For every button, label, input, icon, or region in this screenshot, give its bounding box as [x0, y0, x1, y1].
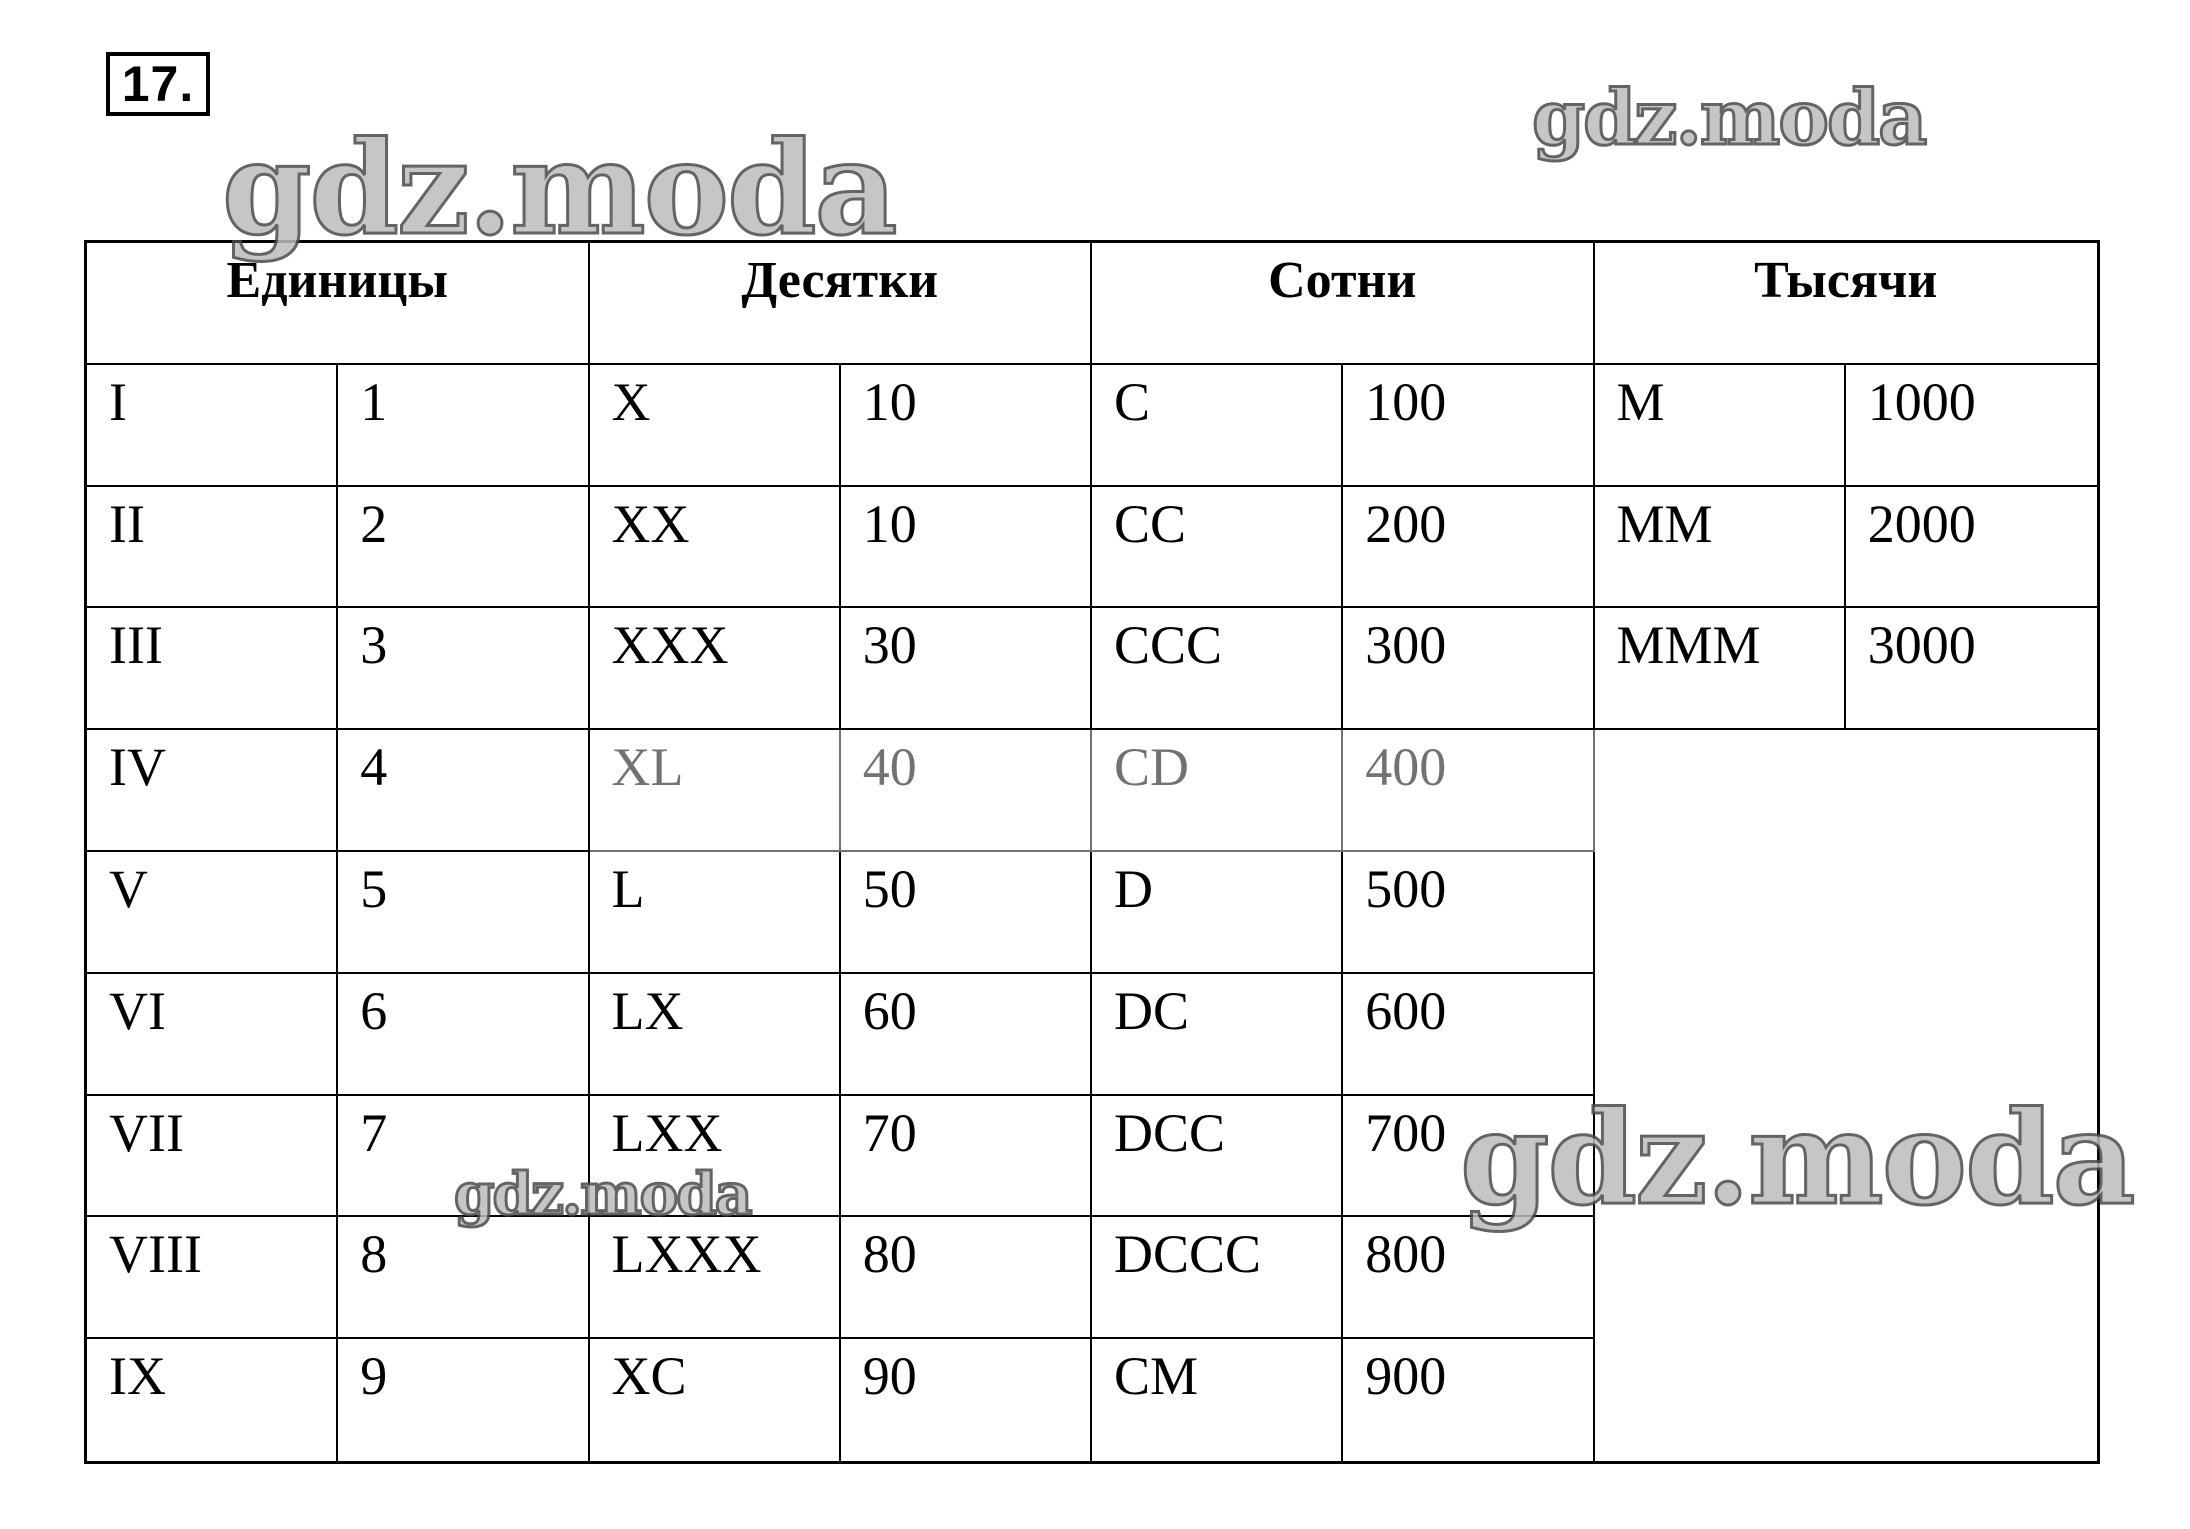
- empty-area: [1595, 730, 2098, 1461]
- units-arabic-cell: 5: [338, 852, 589, 974]
- tens-roman-cell: X: [590, 365, 841, 487]
- hundreds-arabic-cell: 600: [1343, 974, 1594, 1096]
- units-roman-cell: V: [87, 852, 338, 974]
- watermark-logo: gdz.moda: [1460, 1084, 2134, 1234]
- thousands-roman-cell: MM: [1595, 487, 1846, 609]
- header-thousands: Тысячи: [1595, 243, 2098, 365]
- tens-roman-cell: XX: [590, 487, 841, 609]
- units-roman-cell: VII: [87, 1096, 338, 1218]
- hundreds-roman-cell: DCCC: [1092, 1217, 1343, 1339]
- units-roman-cell: I: [87, 365, 338, 487]
- hundreds-arabic-cell: 400: [1343, 730, 1594, 852]
- header-tens: Десятки: [590, 243, 1093, 365]
- hundreds-roman-cell: DC: [1092, 974, 1343, 1096]
- roman-numerals-table: [84, 240, 2100, 1464]
- tens-roman-cell: LXX: [590, 1096, 841, 1218]
- tens-roman-cell: XXX: [590, 608, 841, 730]
- units-arabic-cell: 6: [338, 974, 589, 1096]
- hundreds-roman-cell: CC: [1092, 487, 1343, 609]
- units-arabic-cell: 8: [338, 1217, 589, 1339]
- hundreds-arabic-cell: 900: [1343, 1339, 1594, 1461]
- watermark-logo: gdz.moda: [1532, 73, 1926, 162]
- tens-arabic-cell: 60: [841, 974, 1092, 1096]
- units-arabic-cell: 2: [338, 487, 589, 609]
- tens-arabic-cell: 10: [841, 487, 1092, 609]
- hundreds-roman-cell: CM: [1092, 1339, 1343, 1461]
- tens-roman-cell: XL: [590, 730, 841, 852]
- watermark-logo: gdz.moda: [222, 114, 896, 264]
- hundreds-roman-cell: CD: [1092, 730, 1343, 852]
- units-arabic-cell: 4: [338, 730, 589, 852]
- thousands-arabic-cell: 3000: [1846, 608, 2097, 730]
- hundreds-arabic-cell: 300: [1343, 608, 1594, 730]
- thousands-roman-cell: M: [1595, 365, 1846, 487]
- tens-arabic-cell: 40: [841, 730, 1092, 852]
- task-number: 17.: [106, 52, 210, 116]
- hundreds-roman-cell: C: [1092, 365, 1343, 487]
- units-arabic-cell: 3: [338, 608, 589, 730]
- tens-arabic-cell: 80: [841, 1217, 1092, 1339]
- tens-roman-cell: LXXX: [590, 1217, 841, 1339]
- units-roman-cell: VIII: [87, 1217, 338, 1339]
- units-roman-cell: IV: [87, 730, 338, 852]
- tens-roman-cell: XC: [590, 1339, 841, 1461]
- hundreds-arabic-cell: 200: [1343, 487, 1594, 609]
- hundreds-arabic-cell: 100: [1343, 365, 1594, 487]
- units-arabic-cell: 7: [338, 1096, 589, 1218]
- header-units: Единицы: [87, 243, 590, 365]
- tens-arabic-cell: 10: [841, 365, 1092, 487]
- hundreds-arabic-cell: 800: [1343, 1217, 1594, 1339]
- tens-arabic-cell: 50: [841, 852, 1092, 974]
- hundreds-arabic-cell: 700: [1343, 1096, 1594, 1218]
- units-arabic-cell: 9: [338, 1339, 589, 1461]
- hundreds-roman-cell: D: [1092, 852, 1343, 974]
- units-roman-cell: III: [87, 608, 338, 730]
- tens-arabic-cell: 30: [841, 608, 1092, 730]
- tens-roman-cell: L: [590, 852, 841, 974]
- thousands-arabic-cell: 2000: [1846, 487, 2097, 609]
- thousands-arabic-cell: 1000: [1846, 365, 2097, 487]
- watermark-logo: gdz.moda: [454, 1160, 751, 1228]
- units-roman-cell: II: [87, 487, 338, 609]
- hundreds-roman-cell: CCC: [1092, 608, 1343, 730]
- units-roman-cell: IX: [87, 1339, 338, 1461]
- hundreds-arabic-cell: 500: [1343, 852, 1594, 974]
- tens-roman-cell: LX: [590, 974, 841, 1096]
- tens-arabic-cell: 70: [841, 1096, 1092, 1218]
- units-roman-cell: VI: [87, 974, 338, 1096]
- header-hundreds: Сотни: [1092, 243, 1595, 365]
- thousands-roman-cell: MMM: [1595, 608, 1846, 730]
- hundreds-roman-cell: DCC: [1092, 1096, 1343, 1218]
- tens-arabic-cell: 90: [841, 1339, 1092, 1461]
- units-arabic-cell: 1: [338, 365, 589, 487]
